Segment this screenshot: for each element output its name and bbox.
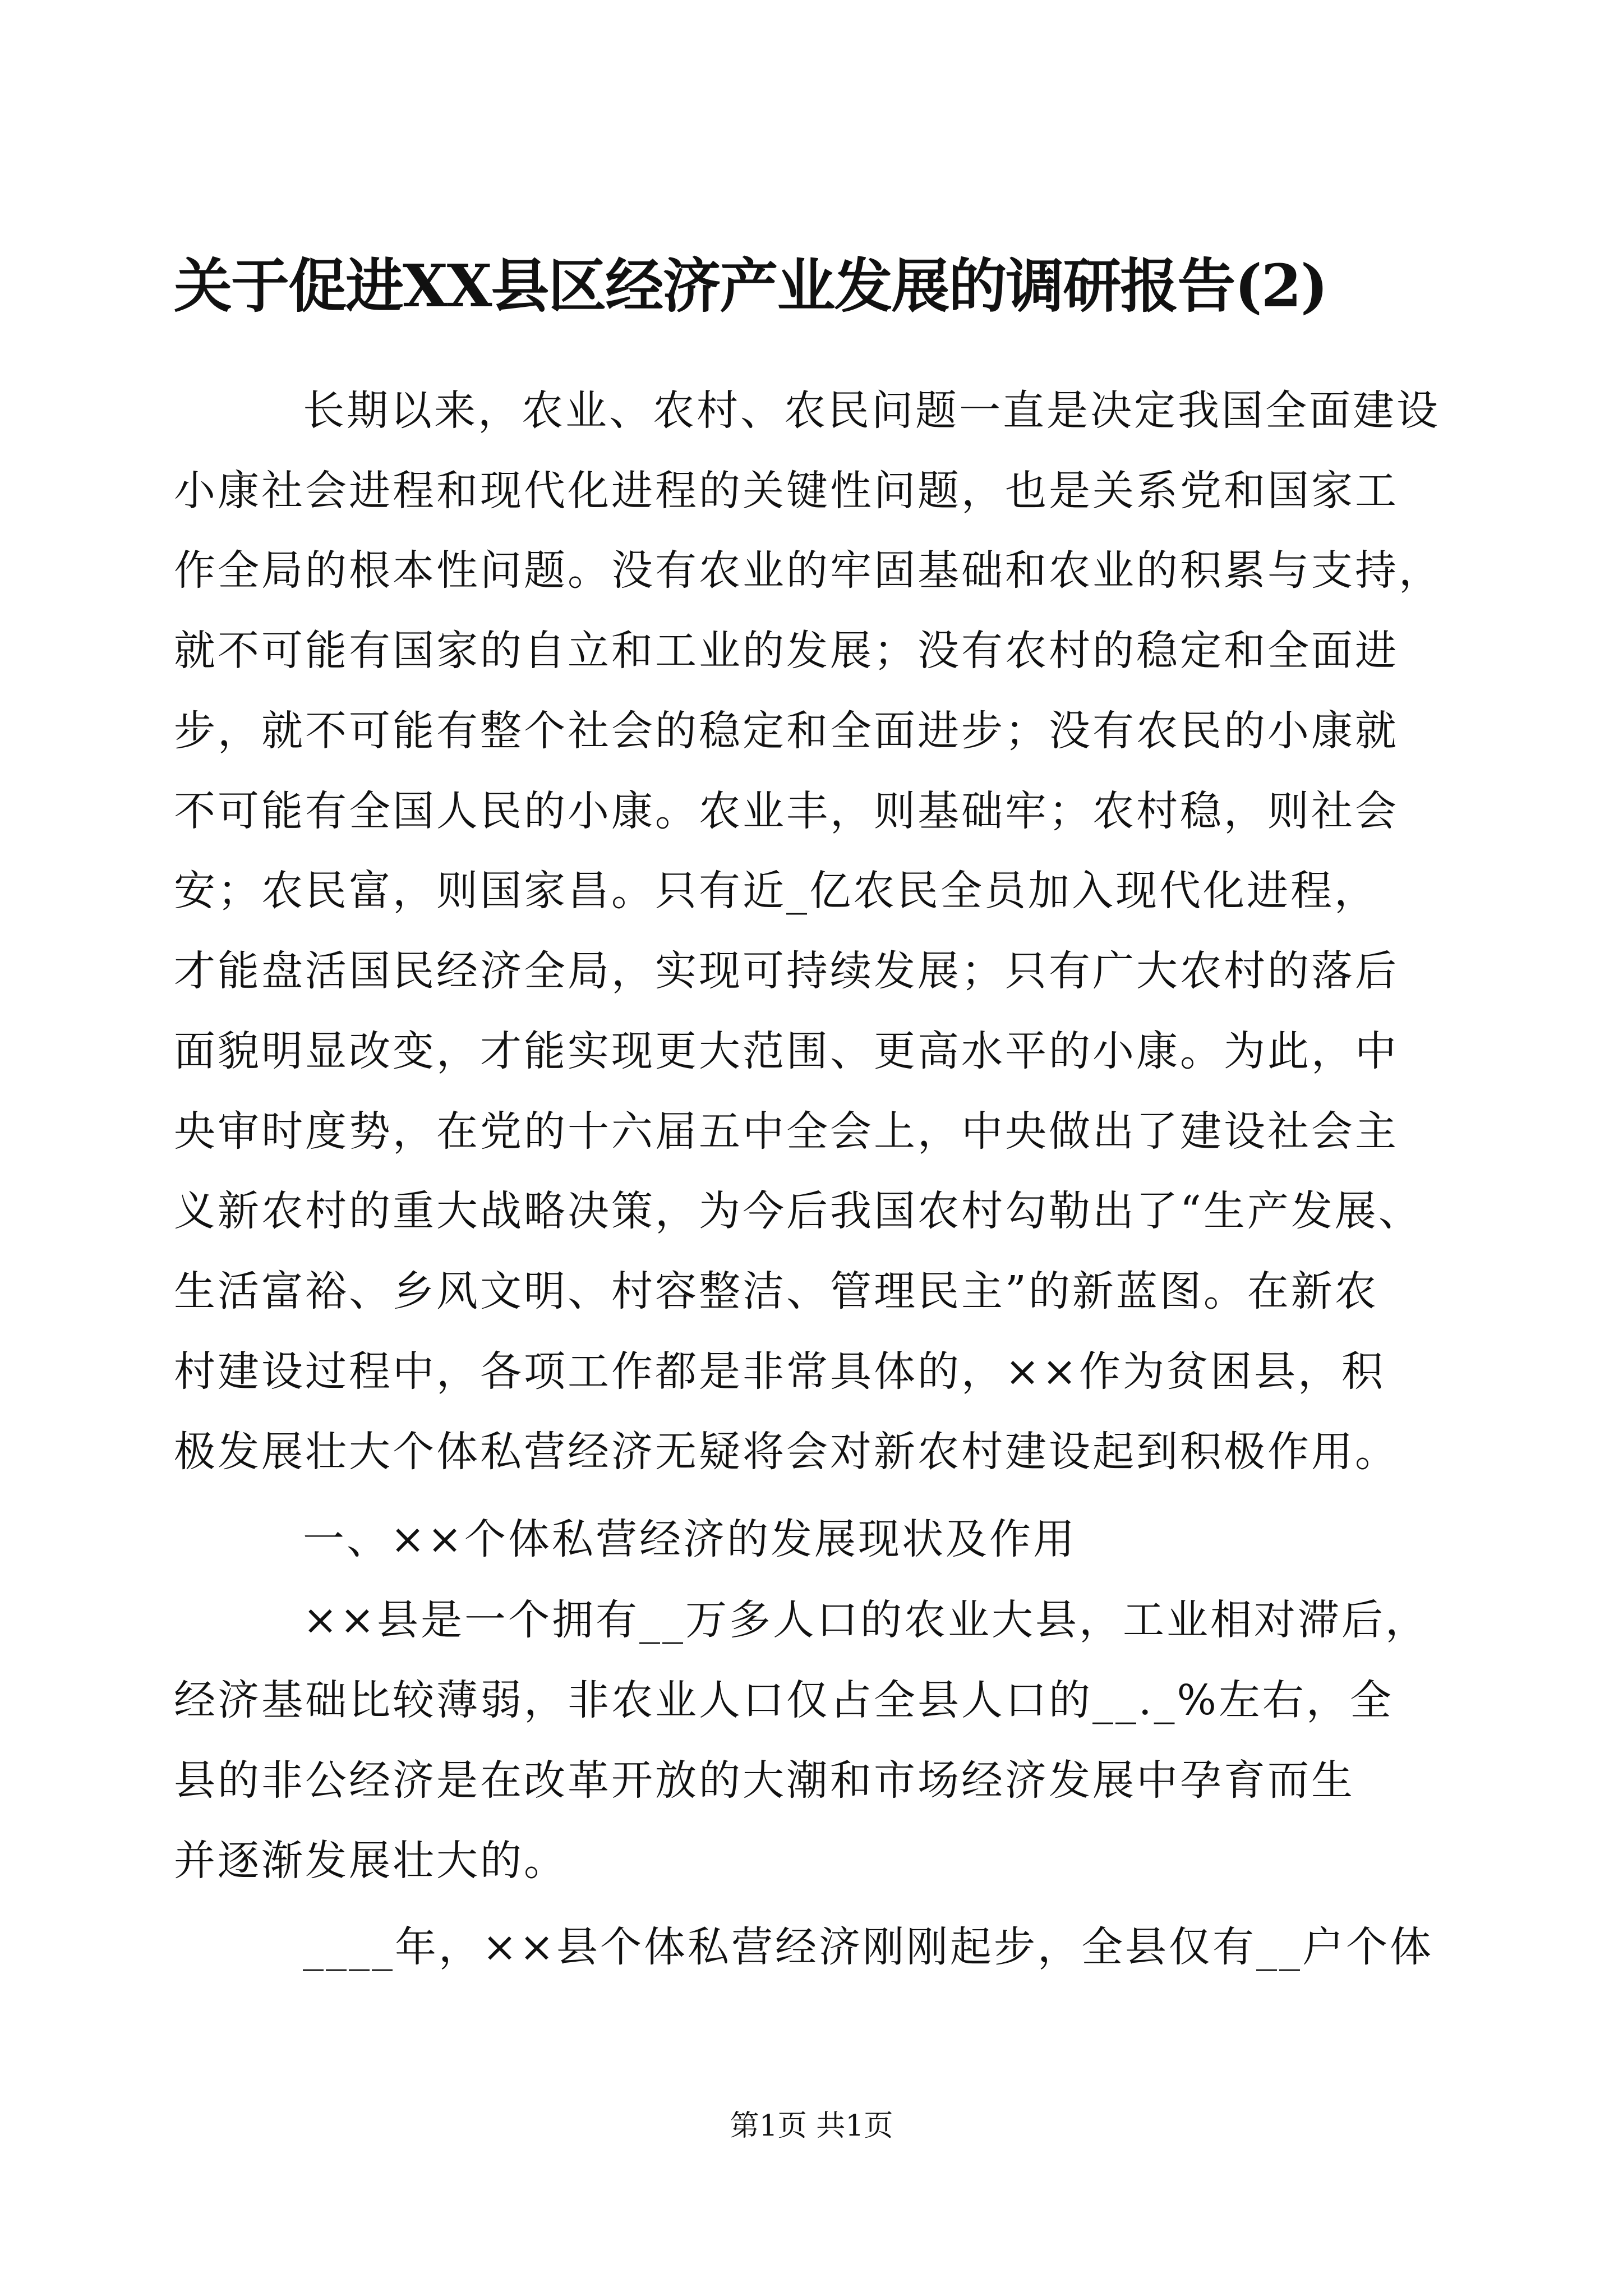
paragraph-line: 并逐渐发展壮大的。 [174,1837,568,1885]
paragraph-line: 小康社会进程和现代化进程的关键性问题，也是关系党和国家工 [174,467,1399,515]
paragraph-line: 义新农村的重大战略决策，为今后我国农村勾勒出了“生产发展、 [174,1187,1422,1235]
paragraph-line: 央审时度势，在党的十六届五中全会上，中央做出了建设社会主 [174,1107,1399,1156]
paragraph-line: 才能盘活国民经济全局，实现可持续发展；只有广大农村的落后 [174,947,1399,995]
paragraph-line: 步，就不可能有整个社会的稳定和全面进步；没有农民的小康就 [174,707,1399,755]
paragraph-line: 县的非公经济是在改革开放的大潮和市场经济发展中孕育而生 [174,1756,1355,1805]
paragraph-line: ××县是一个拥有__万多人口的农业大县，工业相对滞后， [303,1596,1430,1644]
paragraph-line: 极发展壮大个体私营经济无疑将会对新农村建设起到积极作用。 [174,1428,1399,1476]
paragraph-line: 不可能有全国人民的小康。农业丰，则基础牢；农村稳，则社会 [174,787,1399,835]
paragraph-line: ____年，××县个体私营经济刚刚起步，全县仅有__户个体 [303,1923,1434,1971]
section-heading: 一、××个体私营经济的发展现状及作用 [303,1515,1077,1563]
paragraph-line: 长期以来，农业、农村、农民问题一直是决定我国全面建设 [303,386,1440,435]
paragraph-line: 生活富裕、乡风文明、村容整洁、管理民主”的新蓝图。在新农 [174,1267,1378,1315]
paragraph-line: 作全局的根本性问题。没有农业的牢固基础和农业的积累与支持， [174,546,1442,595]
page-number-footer: 第1页 共1页 [730,2109,893,2143]
paragraph-line: 经济基础比较薄弱，非农业人口仅占全县人口的__._%左右，全 [174,1676,1394,1724]
paragraph-line: 面貌明显改变，才能实现更大范围、更高水平的小康。为此，中 [174,1027,1399,1075]
paragraph-line: 安；农民富，则国家昌。只有近_亿农民全员加入现代化进程， [174,867,1378,915]
paragraph-line: 村建设过程中，各项工作都是非常具体的，××作为贫困县，积 [174,1347,1386,1396]
paragraph-line: 就不可能有国家的自立和工业的发展；没有农村的稳定和全面进 [174,627,1399,675]
document-title: 关于促进XX县区经济产业发展的调研报告(2) [174,251,1327,320]
